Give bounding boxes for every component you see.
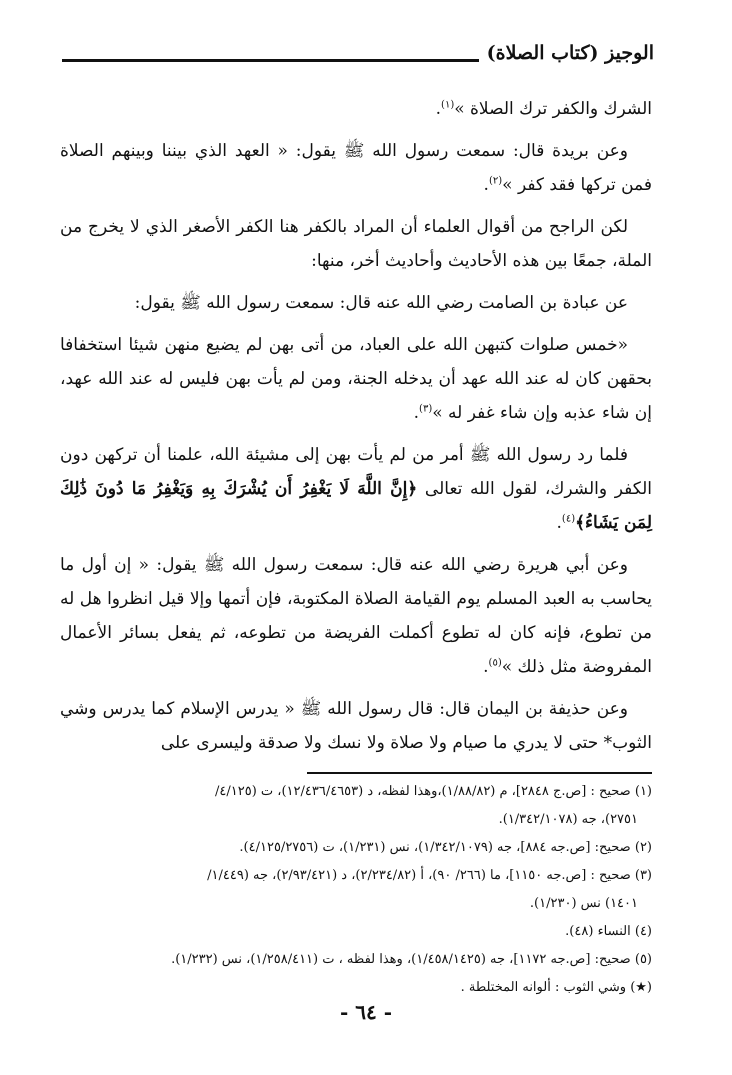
footnote-star: (★) وشي الثوب : ألوانه المختلطة .	[460, 980, 652, 995]
running-header	[62, 38, 654, 68]
header-rule	[62, 59, 479, 62]
footnotes	[60, 778, 652, 1002]
footnote-marker-4[interactable]: (٤)	[561, 513, 576, 525]
footnote-marker-5[interactable]: (٥)	[488, 657, 502, 669]
footnote-5: (٥) صحيح: [ص.جه ١١٧٢]، جه (١/٤٥٨/١٤٢٥)، وهذا لفظه ، ت (١/٢٥٨/٤١١)، نس (١/٢٣٢).	[171, 952, 652, 967]
header-title: الوجيز (كتاب الصلاة)	[486, 42, 654, 64]
footnote-4: (٤) النساء (٤٨).	[565, 924, 652, 939]
page-number: - ٦٤ -	[339, 1000, 392, 1024]
footnote-separator	[307, 772, 652, 774]
footnote-marker-3[interactable]: (٣)	[419, 403, 433, 415]
footnote-3-cont: ١٤٠١) نس (١/٢٣٠).	[529, 896, 638, 911]
footnote-marker-2[interactable]: (٢)	[488, 175, 503, 187]
paragraph-3: لكن الراجح من أقوال العلماء أن المراد بالكفر هنا الكفر الأصغر الذي لا يخرج من الملة، جمعًا بين هذه الأحاديث وأحاديث أخر، منها:	[60, 217, 652, 271]
paragraph-7: وعن أبي هريرة رضي الله عنه قال: سمعت رسول الله ﷺ يقول: « إن أول ما يحاسب به العبد المسلم يوم القيامة الصلاة المكتوبة، فإن أتمها وإلا قيل انظروا هل له من تطوع، فإنه كان له تطوع أكملت الفريضة من تطوعه، ثم يفعل بسائر الأعمال المفروضة مثل ذلك »$^{(٥)}$.	[60, 555, 652, 677]
paragraph-2: وعن بريدة قال: سمعت رسول الله ﷺ يقول: « العهد الذي بيننا وبينهم الصلاة فمن تركها فقد كفر »$^{(٢)}$.	[60, 141, 652, 195]
footnote-1: (١) صحيح : [ص.ج ٢٨٤٨]، م (١/٨٨/٨٢)،وهذا لفظه، د (١٢/٤٣٦/٤٦٥٣)، ت (٤/١٢٥/	[215, 784, 652, 799]
paragraph-5: «خمس صلوات كتبهن الله على العباد، من أتى بهن لم يضيع منهن شيئا استخفافا بحقهن كان له عند الله عهد أن يدخله الجنة، ومن لم يأت بهن فليس له عند الله عهد، إن شاء عذبه وإن شاء غفر له »$^{(٣)}$.	[60, 335, 652, 423]
paragraph-6: فلما رد رسول الله ﷺ أمر من لم يأت بهن إلى مشيئة الله، علمنا أن تركهن دون الكفر والشرك، لقول الله تعالى ﴿إِنَّ اللَّهَ لَا يَغْفِرُ أَن يُشْرَكَ بِهِ وَيَغْفِرُ مَا دُونَ ذَٰلِكَ لِمَن يَشَاءُ﴾$^{(٤)}$.	[60, 445, 653, 533]
footnote-3: (٣) صحيح : [ص.جه ١١٥٠]، ما (٢٦٦/ ٩٠)، أ (٢/٢٣٤/٨٢)، د (٢/٩٣/٤٢١)، جه (١/٤٤٩/	[207, 868, 652, 883]
footnote-marker-1[interactable]: (١)	[441, 99, 455, 111]
paragraph-1: الشرك والكفر ترك الصلاة »$^{(١)}$.	[435, 99, 652, 119]
footnote-2: (٢) صحيح: [ص.جه ٨٨٤]، جه (١/٣٤٢/١٠٧٩)، نس (١/٢٣١)، ت (٤/١٢٥/٢٧٥٦).	[239, 840, 652, 855]
footnote-1-cont: ٢٧٥١)، جه (١/٣٤٢/١٠٧٨).	[498, 812, 638, 827]
paragraph-8: وعن حذيفة بن اليمان قال: قال رسول الله ﷺ « يدرس الإسلام كما يدرس وشي الثوب* حتى لا يدري ما صيام ولا صلاة ولا نسك ولا صدقة وليسرى على	[60, 699, 652, 753]
quran-verse: ﴿إِنَّ اللَّهَ لَا يَغْفِرُ أَن يُشْرَكَ بِهِ وَيَغْفِرُ مَا دُونَ ذَٰلِكَ لِمَن يَشَاءُ﴾	[60, 479, 652, 533]
paragraph-4: عن عبادة بن الصامت رضي الله عنه قال: سمعت رسول الله ﷺ يقول:	[134, 293, 628, 313]
main-text	[60, 92, 652, 768]
